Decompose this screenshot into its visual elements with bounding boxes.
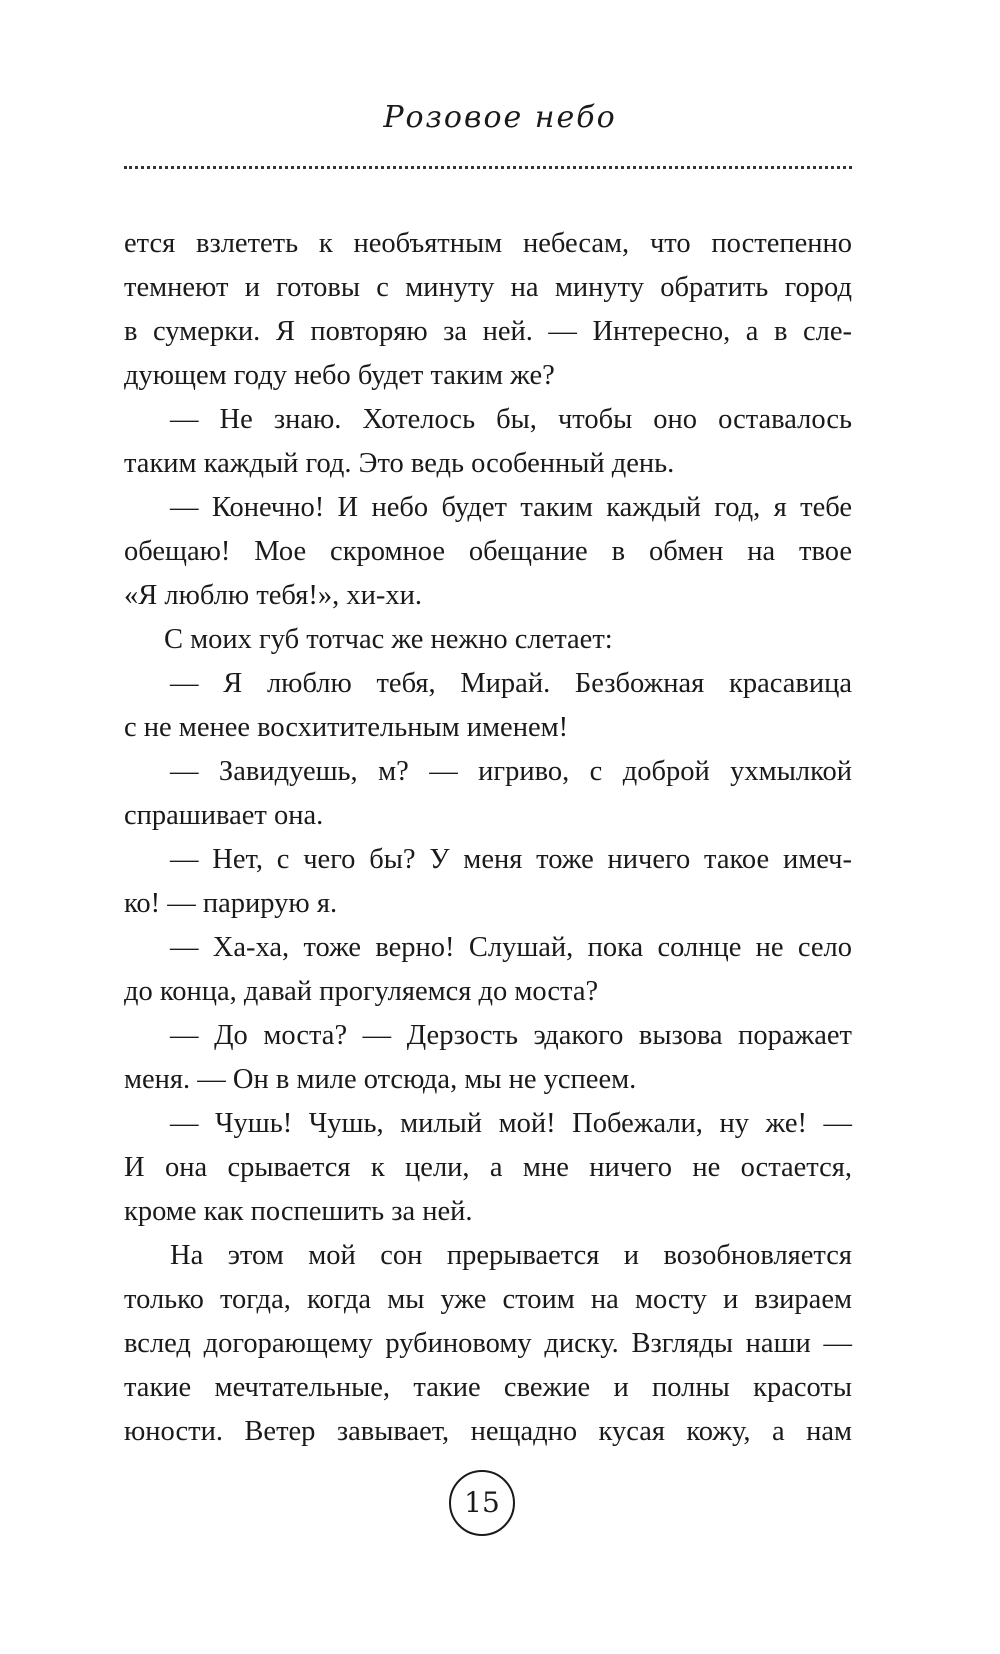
- text-line: таким каждый год. Это ведь особенный день.: [124, 448, 675, 479]
- text-line: только тогда, когда мы уже стоим на мосту и взираем: [124, 1284, 852, 1315]
- text-line: И она срывается к цели, а мне ничего не остается,: [124, 1152, 852, 1183]
- text-line: ко! — парирую я.: [124, 888, 338, 919]
- text-line: «Я люблю тебя!», хи-хи.: [124, 580, 422, 611]
- text-line: С моих губ тотчас же нежно слетает:: [164, 624, 613, 655]
- text-line: меня. — Он в миле отсюда, мы не успеем.: [124, 1064, 637, 1095]
- text-line: — Я люблю тебя, Мирай. Безбожная красавица: [170, 668, 852, 699]
- text-line: юности. Ветер завывает, нещадно кусая кожу, а нам: [124, 1416, 852, 1447]
- text-line: — Нет, с чего бы? У меня тоже ничего такое имеч-: [170, 844, 852, 875]
- text-line: — До моста? — Дерзость эдакого вызова поражает: [170, 1020, 852, 1051]
- text-line: в сумерки. Я повторяю за ней. — Интересно, а в сле-: [124, 316, 852, 347]
- dotted-divider: [124, 166, 852, 169]
- running-title: Розовое небо: [383, 100, 617, 135]
- text-line: спрашивает она.: [124, 800, 324, 831]
- text-line: темнеют и готовы с минуту на минуту обратить город: [124, 272, 852, 303]
- text-line: кроме как поспешить за ней.: [124, 1196, 473, 1227]
- body-text: [124, 222, 852, 1454]
- text-line: такие мечтательные, такие свежие и полны красоты: [124, 1372, 852, 1403]
- text-line: вслед догорающему рубиновому диску. Взгляды наши —: [124, 1328, 852, 1359]
- text-line: обещаю! Мое скромное обещание в обмен на твое: [124, 536, 852, 567]
- text-line: с не менее восхитительным именем!: [124, 712, 569, 743]
- text-line: ется взлететь к необъятным небесам, что постепенно: [124, 228, 852, 259]
- text-line: — Конечно! И небо будет таким каждый год, я тебе: [170, 492, 852, 523]
- text-line: На этом мой сон прерывается и возобновляется: [170, 1240, 852, 1271]
- page-number-badge: 15: [449, 1470, 515, 1536]
- text-line: — Не знаю. Хотелось бы, чтобы оно оставалось: [170, 404, 852, 435]
- text-line: — Завидуешь, м? — игриво, с доброй ухмылкой: [170, 756, 852, 787]
- text-line: до конца, давай прогуляемся до моста?: [124, 976, 599, 1007]
- text-line: — Чушь! Чушь, милый мой! Побежали, ну же! —: [170, 1108, 852, 1139]
- text-line: дующем году небо будет таким же?: [124, 360, 555, 391]
- text-line: — Ха-ха, тоже верно! Слушай, пока солнце не село: [170, 932, 852, 963]
